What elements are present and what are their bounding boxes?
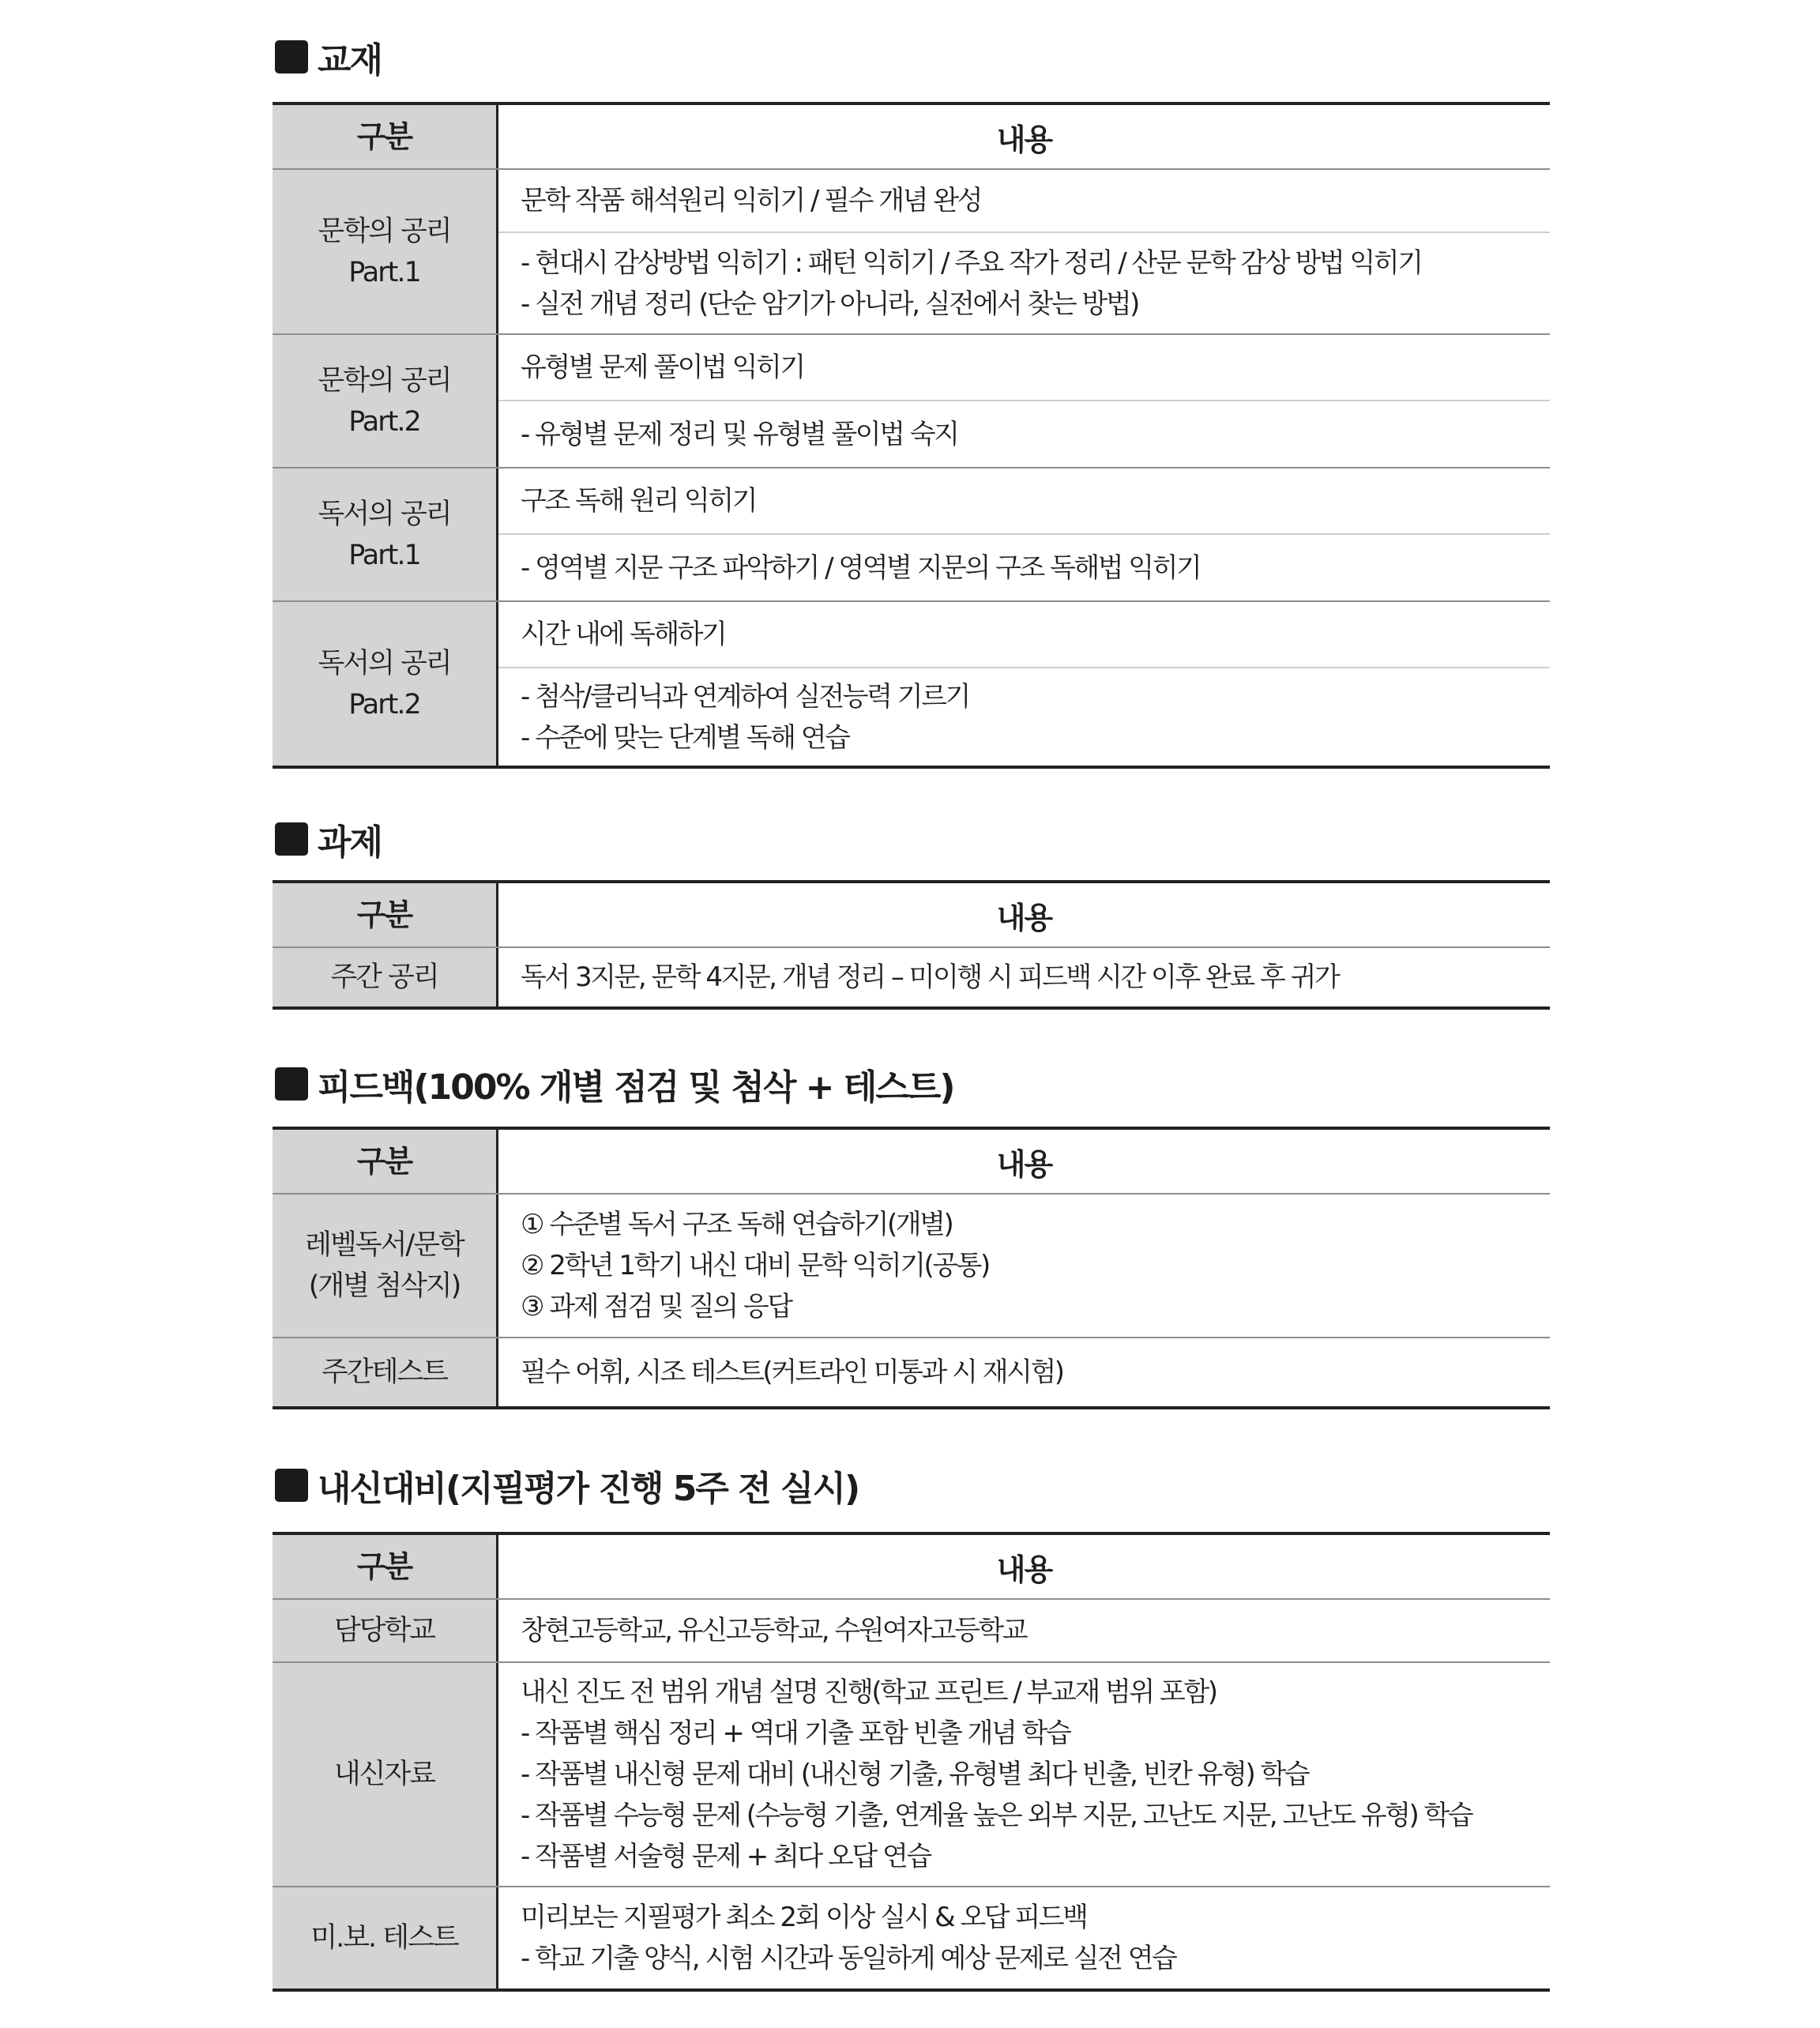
content-details: 내신 진도 전 범위 개념 설명 진행(학교 프린트 / 부교재 범위 포함) - 작품별 핵심 정리 + 역대 기출 포함 빈출 개념 학습 - 작품별 내신형 문제 대비 (내신형 기출, 유형별 최다 빈출, 빈칸 유형) 학습 - 작품별 수능형 문제 (수능형 기출, 연계율 높은 외부 지문, 고난도 지문, 고난도 유형) 학습 - 작품별 서술형 문제 + 최다 오답 연습	[521, 1676, 1472, 1872]
row-content	[498, 1600, 1550, 1661]
header-content: 내용	[996, 1552, 1052, 1587]
row-label: 내신자료	[273, 1663, 498, 1886]
table-header-row	[273, 883, 1550, 946]
row-content	[498, 1663, 1550, 1886]
content-details: ① 수준별 독서 구조 독해 연습하기(개별) ② 2학년 1학기 내신 대비 문학 익히기(공통) ③ 과제 점검 및 질의 응답	[521, 1209, 989, 1323]
content-details: - 첨삭/클리닉과 연계하여 실전능력 기르기 - 수준에 맞는 단계별 독해 연습	[498, 667, 1550, 766]
row-label: 미.보. 테스트	[273, 1887, 498, 1988]
row-content	[498, 468, 1550, 600]
header-content: 내용	[996, 1146, 1052, 1182]
row-label: 문학의 공리 Part.2	[273, 335, 498, 467]
content-details: 창현고등학교, 유신고등학교, 수원여자고등학교	[521, 1615, 1027, 1646]
header-category: 구분	[273, 1130, 498, 1193]
table-row	[273, 333, 1550, 467]
table-header-row	[273, 105, 1550, 168]
section-title-feedback: 피드백(100% 개별 점검 및 첨삭 + 테스트)	[275, 1059, 953, 1109]
table-row	[273, 1661, 1550, 1886]
table-row	[273, 467, 1550, 600]
row-content	[498, 1338, 1550, 1406]
content-details: - 유형별 문제 정리 및 유형별 풀이법 숙지	[498, 400, 1550, 467]
row-content	[498, 1887, 1550, 1988]
table-header-row	[273, 1535, 1550, 1598]
row-content	[498, 948, 1550, 1006]
content-details: 독서 3지문, 문학 4지문, 개념 정리 – 미이행 시 피드백 시간 이후 완료 후 귀가	[521, 961, 1339, 993]
row-label: 레벨독서/문학 (개별 첨삭지)	[273, 1195, 498, 1337]
section-title-assignment: 과제	[275, 814, 382, 864]
row-label: 주간테스트	[273, 1338, 498, 1406]
header-category: 구분	[273, 883, 498, 946]
square-bullet-icon	[275, 822, 308, 856]
row-label: 담당학교	[273, 1600, 498, 1661]
square-bullet-icon	[275, 1469, 308, 1502]
content-summary: 문학 작품 해석원리 익히기 / 필수 개념 완성	[521, 185, 981, 216]
section-title-exam-prep: 내신대비(지필평가 진행 5주 전 실시)	[275, 1460, 859, 1511]
row-content	[498, 170, 1550, 333]
content-details: - 현대시 감상방법 익히기 : 패턴 익히기 / 주요 작가 정리 / 산문 문학 감상 방법 익히기 - 실전 개념 정리 (단순 암기가 아니라, 실전에서 찾는 방법)	[498, 231, 1550, 333]
square-bullet-icon	[275, 1067, 308, 1101]
header-content: 내용	[996, 900, 1052, 935]
table-row	[273, 946, 1550, 1006]
table-row	[273, 168, 1550, 333]
feedback-table	[273, 1127, 1550, 1409]
row-label: 독서의 공리 Part.1	[273, 468, 498, 600]
row-content	[498, 1195, 1550, 1337]
header-category: 구분	[273, 1535, 498, 1598]
content-details: - 영역별 지문 구조 파악하기 / 영역별 지문의 구조 독해법 익히기	[498, 533, 1550, 600]
content-summary: 유형별 문제 풀이법 익히기	[521, 352, 804, 383]
row-label: 문학의 공리 Part.1	[273, 170, 498, 333]
table-row	[273, 1193, 1550, 1337]
row-label: 독서의 공리 Part.2	[273, 602, 498, 766]
table-row	[273, 1886, 1550, 1988]
table-row	[273, 600, 1550, 766]
row-content	[498, 602, 1550, 766]
content-details: 필수 어휘, 시조 테스트(커트라인 미통과 시 재시험)	[521, 1356, 1063, 1388]
header-content: 내용	[996, 122, 1052, 157]
table-header-row	[273, 1130, 1550, 1193]
textbook-table	[273, 102, 1550, 769]
content-summary: 시간 내에 독해하기	[521, 619, 726, 650]
row-label: 주간 공리	[273, 948, 498, 1006]
content-summary: 구조 독해 원리 익히기	[521, 485, 757, 517]
header-category: 구분	[273, 105, 498, 168]
table-row	[273, 1598, 1550, 1661]
assignment-table	[273, 880, 1550, 1010]
table-row	[273, 1337, 1550, 1406]
section-title-textbook: 교재	[275, 32, 382, 82]
row-content	[498, 335, 1550, 467]
square-bullet-icon	[275, 40, 308, 73]
content-details: 미리보는 지필평가 최소 2회 이상 실시 & 오답 피드백 - 학교 기출 양식, 시험 시간과 동일하게 예상 문제로 실전 연습	[521, 1902, 1176, 1974]
exam-prep-table	[273, 1532, 1550, 1992]
